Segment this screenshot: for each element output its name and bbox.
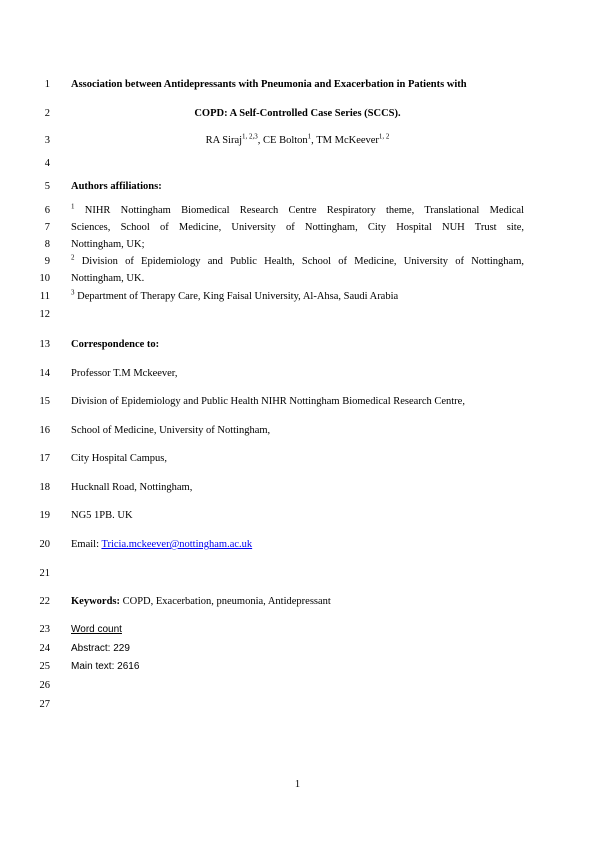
word-count-abstract: Abstract: 229 — [71, 643, 130, 654]
keywords-line — [71, 596, 331, 608]
author-affiliation-marker: 1 — [307, 132, 312, 141]
affiliations-heading: Authors affiliations: — [71, 181, 162, 192]
line-number: 15 — [39, 396, 50, 407]
line-number: 13 — [39, 339, 50, 350]
author-name: CE Bolton — [263, 135, 308, 146]
line-number: 21 — [39, 568, 50, 579]
title-line-2: COPD: A Self-Controlled Case Series (SCCS). — [194, 108, 401, 119]
line-number: 24 — [39, 643, 50, 654]
line-number: 17 — [39, 453, 50, 464]
line-number: 9 — [44, 256, 50, 267]
affiliation-1-line-2: Sciences, School of Medicine, University of Nottingham, City Hospital NUH Trust site, — [71, 222, 524, 233]
line-number: 26 — [39, 680, 50, 691]
author-affiliation-marker: 1, 2 — [378, 132, 390, 141]
line-number: 12 — [39, 309, 50, 320]
correspondence-email-line — [71, 539, 252, 551]
line-number: 7 — [44, 222, 50, 233]
author-name: TM McKeever — [316, 135, 379, 146]
line-number: 3 — [44, 135, 50, 146]
correspondence-school: School of Medicine, University of Nottingham, — [71, 425, 271, 436]
author-list — [71, 132, 524, 147]
author-separator: , — [257, 135, 264, 146]
line-number: 10 — [39, 273, 50, 284]
line-number: 4 — [44, 158, 50, 169]
correspondence-heading: Correspondence to: — [71, 339, 160, 350]
affiliation-1-line-3: Nottingham, UK; — [71, 239, 145, 250]
keywords-label: Keywords: — [71, 596, 120, 607]
correspondence-department: Division of Epidemiology and Public Health NIHR Nottingham Biomedical Research Centre, — [71, 396, 465, 407]
correspondence-postcode: NG5 1PB. UK — [71, 510, 133, 521]
affiliation-2-line-2: Nottingham, UK. — [71, 273, 145, 284]
correspondence-name: Professor T.M Mckeever, — [71, 368, 178, 379]
affiliation-marker: 2 — [71, 253, 75, 262]
line-number: 16 — [39, 425, 50, 436]
word-count-main-text: Main text: 2616 — [71, 661, 140, 672]
title-line-1: Association between Antidepressants with Pneumonia and Exacerbation in Patients with — [71, 79, 467, 90]
correspondence-road: Hucknall Road, Nottingham, — [71, 482, 193, 493]
affiliation-text: Department of Therapy Care, King Faisal University, Al-Ahsa, Saudi Arabia — [77, 291, 399, 302]
author-name: RA Siraj — [205, 135, 243, 146]
email-label: Email: — [71, 539, 102, 550]
line-number: 14 — [39, 368, 50, 379]
affiliation-marker: 3 — [71, 288, 75, 297]
line-number: 25 — [39, 661, 50, 672]
line-number: 23 — [39, 624, 50, 635]
line-number: 27 — [39, 699, 50, 710]
line-number: 19 — [39, 510, 50, 521]
affiliation-text: NIHR Nottingham Biomedical Research Centre Respiratory theme, Translational Medical — [84, 205, 524, 216]
line-number: 11 — [39, 291, 50, 302]
keywords-text: COPD, Exacerbation, pneumonia, Antidepressant — [120, 596, 331, 607]
line-number: 5 — [44, 181, 50, 192]
email-link[interactable]: Tricia.mckeever@nottingham.ac.uk — [101, 539, 253, 550]
affiliation-marker: 1 — [71, 202, 75, 211]
affiliation-3-line-1 — [71, 288, 399, 303]
line-number: 6 — [44, 205, 50, 216]
line-number: 1 — [44, 79, 50, 90]
affiliation-1-line-1 — [71, 202, 524, 217]
line-number: 2 — [44, 108, 50, 119]
author-affiliation-marker: 1, 2,3 — [242, 132, 258, 141]
word-count-heading: Word count — [71, 624, 122, 635]
line-number: 20 — [39, 539, 50, 550]
page-number: 1 — [294, 779, 301, 790]
affiliation-2-line-1 — [71, 253, 524, 268]
line-number: 18 — [39, 482, 50, 493]
correspondence-campus: City Hospital Campus, — [71, 453, 167, 464]
line-number: 22 — [39, 596, 50, 607]
author-separator: , — [311, 135, 317, 146]
line-number: 8 — [44, 239, 50, 250]
affiliation-text: Division of Epidemiology and Public Health, School of Medicine, University of Nottingham, — [81, 256, 524, 267]
